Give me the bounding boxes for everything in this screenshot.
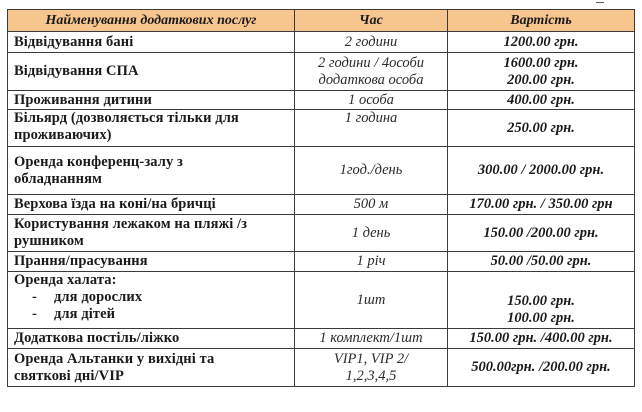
service-name: [8, 272, 295, 329]
service-name: [8, 215, 295, 252]
service-price-line: 1600.00 грн.: [503, 54, 579, 71]
service-name: Проживання дитини: [8, 91, 295, 110]
service-subitem-label: для дорослих: [54, 289, 143, 305]
additional-services-table: [7, 9, 635, 387]
service-time: 1 комплект/1шт: [295, 329, 448, 349]
service-name-line: Оренда халата:: [14, 272, 117, 288]
service-name-line: проживаючих): [14, 127, 112, 143]
service-name-line: святкові дні/VIP: [14, 367, 124, 384]
service-price: 300.00 / 2000.00 грн.: [448, 147, 635, 195]
service-name-line: обладнанням: [14, 170, 102, 187]
service-price: 50.00 /50.00 грн.: [448, 252, 635, 272]
service-subitem-label: для дітей: [54, 306, 116, 322]
service-price: 170.00 грн. / 350.00 грн: [448, 195, 635, 215]
service-subitem: [14, 306, 288, 323]
service-price: 250.00 грн.: [448, 110, 635, 147]
service-name: [8, 349, 295, 387]
service-price-line: 150.00 грн.: [507, 293, 575, 309]
service-price-line: 100.00 грн.: [507, 310, 575, 326]
service-time: 1шт: [295, 272, 448, 329]
service-subitem: [14, 289, 288, 306]
service-price-line: 200.00 грн.: [507, 71, 575, 88]
service-time: 1 річ: [295, 252, 448, 272]
service-name: [8, 147, 295, 195]
table-header: [8, 10, 635, 32]
service-price: 150.00 /200.00 грн.: [448, 215, 635, 252]
table-row: [8, 252, 635, 272]
table-row: [8, 32, 635, 53]
service-price: 150.00 грн. /400.00 грн.: [448, 329, 635, 349]
table-row: [8, 215, 635, 252]
table-row: [8, 110, 635, 147]
service-name: Відвідування СПА: [8, 53, 295, 91]
service-name: Верхова їзда на коні/на бричці: [8, 195, 295, 215]
service-time: 1 день: [295, 215, 448, 252]
service-name: Відвідування бані: [8, 32, 295, 53]
table-row: [8, 53, 635, 91]
header-price: Вартість: [448, 10, 635, 32]
service-time-line: додаткова особа: [318, 71, 424, 88]
service-price: 1200.00 грн.: [448, 32, 635, 53]
header-service: Найменування додаткових послуг: [8, 10, 295, 32]
table-row: [8, 329, 635, 349]
table-row: [8, 147, 635, 195]
service-price: [448, 272, 635, 329]
list-dash: -: [32, 289, 37, 305]
service-time: [295, 349, 448, 387]
service-name: Додаткова постіль/ліжко: [8, 329, 295, 349]
service-time-line: VIP1, VIP 2/: [333, 350, 409, 367]
service-time: 1 особа: [295, 91, 448, 110]
service-time: [295, 53, 448, 91]
service-time: 1 година: [295, 110, 448, 147]
service-name-line: Користування лежаком на пляжі /з: [14, 216, 248, 232]
service-price: 500.00грн. /200.00 грн.: [448, 349, 635, 387]
scan-artifact-mark: [596, 0, 604, 3]
service-name-line: рушником: [14, 233, 84, 249]
table-row: [8, 195, 635, 215]
service-name-line: Оренда конференц-залу з: [14, 153, 183, 170]
table-row: [8, 349, 635, 387]
service-time: 2 години: [295, 32, 448, 53]
service-name: Прання/прасування: [8, 252, 295, 272]
service-time-line: 1,2,3,4,5: [345, 367, 397, 384]
header-time: Час: [295, 10, 448, 32]
service-price: 400.00 грн.: [448, 91, 635, 110]
service-name-line: Оренда Альтанки у вихідні та: [14, 350, 215, 367]
service-time: 1год./день: [295, 147, 448, 195]
service-name: [8, 110, 295, 147]
service-name-line: Більярд (дозволяється тільки для: [14, 110, 239, 126]
table-row: [8, 272, 635, 329]
list-dash: -: [32, 306, 37, 322]
service-time: 500 м: [295, 195, 448, 215]
service-price: [448, 53, 635, 91]
table-row: [8, 91, 635, 110]
service-time-line: 2 години / 4особи: [317, 54, 425, 71]
